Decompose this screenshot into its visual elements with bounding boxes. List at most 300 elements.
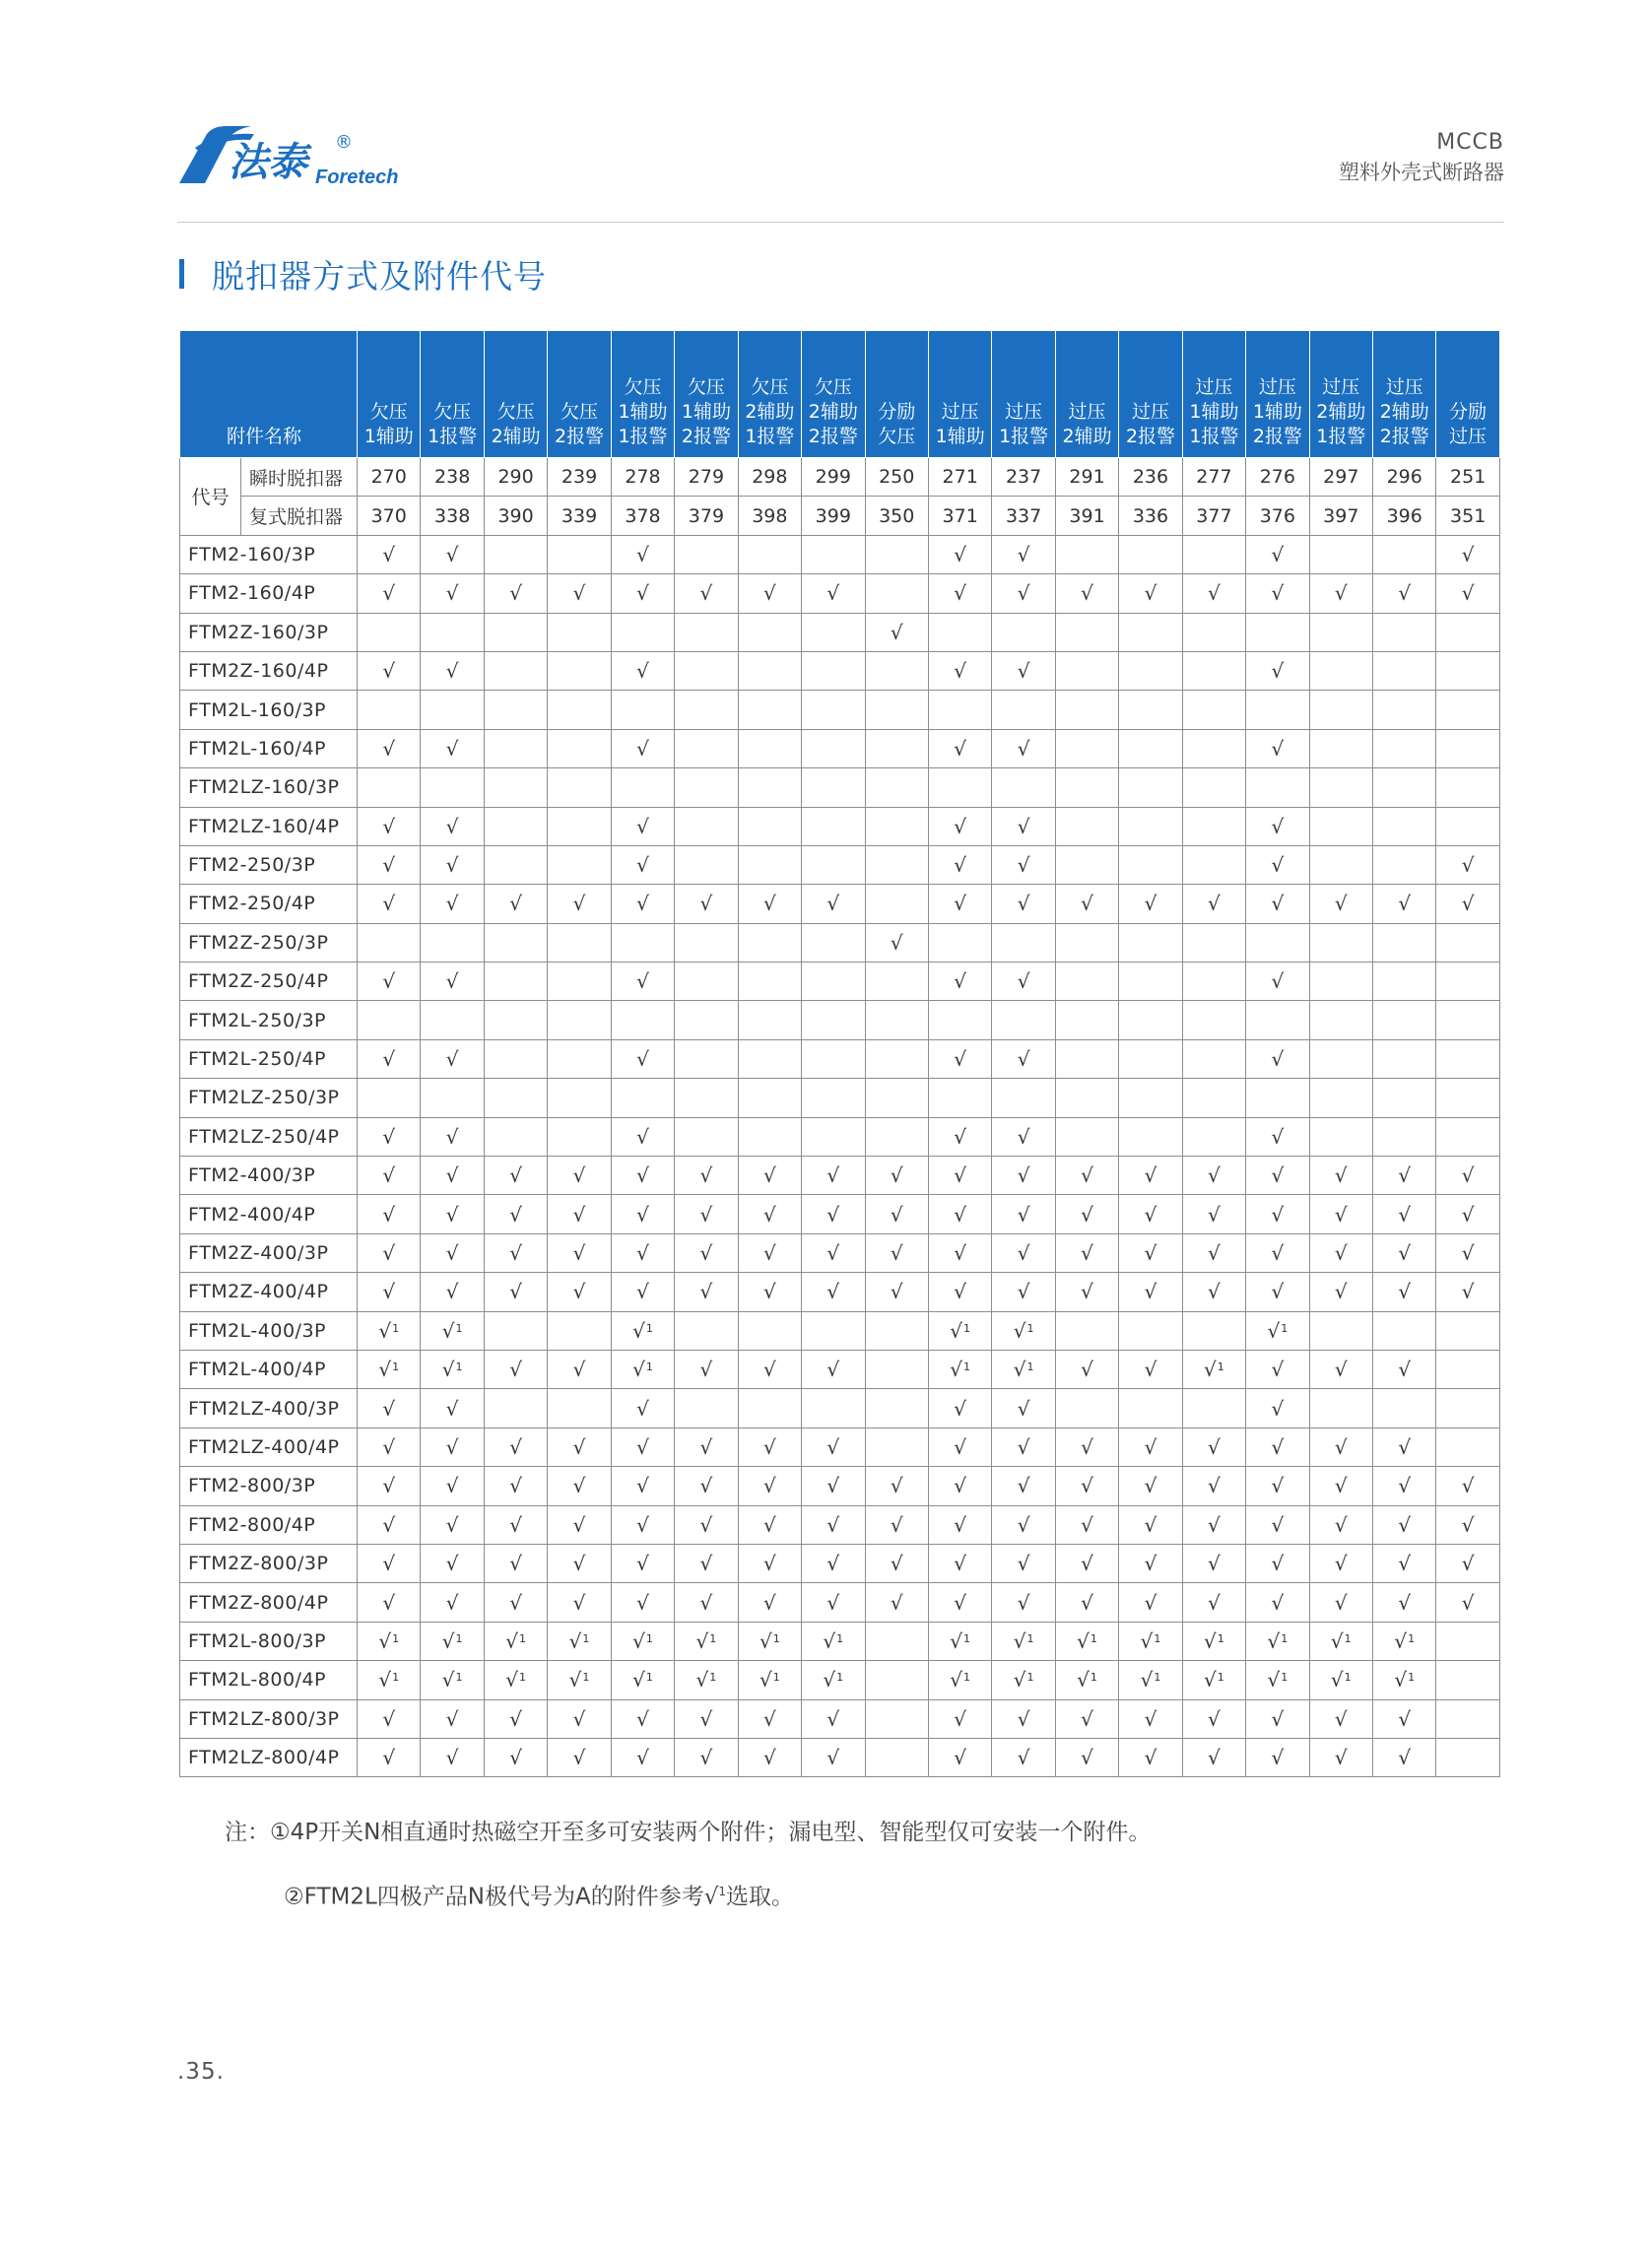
column-header-line: 欠压 — [624, 376, 662, 398]
model-name: FTM2LZ-400/3P — [180, 1389, 358, 1427]
check-mark: √ — [636, 853, 649, 878]
check-mark: √ — [1017, 1280, 1030, 1304]
compatibility-cell — [1055, 574, 1118, 613]
compatibility-cell — [1055, 768, 1118, 807]
check-mark: √ — [1334, 1512, 1348, 1537]
compatibility-cell — [992, 574, 1055, 613]
check-mark: √ — [1461, 1474, 1475, 1498]
compatibility-cell — [738, 1427, 801, 1466]
code-value: 299 — [802, 458, 865, 497]
check-mark: √ — [509, 1512, 522, 1537]
check-mark: √ — [572, 1706, 586, 1731]
check-mark: √ — [1144, 1474, 1157, 1498]
compatibility-cell — [992, 1273, 1055, 1311]
compatibility-cell — [1055, 613, 1118, 651]
compatibility-cell — [865, 1583, 928, 1622]
column-header-line: 2报警 — [808, 426, 858, 447]
compatibility-cell — [1373, 1233, 1436, 1272]
logo-registered: ® — [335, 132, 353, 153]
check-mark: √ — [1013, 1628, 1026, 1653]
table-row — [180, 1427, 1500, 1466]
compatibility-cell — [1309, 535, 1372, 573]
table-row — [180, 807, 1500, 845]
check-note-marker: 1 — [1217, 1631, 1224, 1645]
compatibility-cell — [1373, 963, 1436, 1001]
code-value: 397 — [1309, 497, 1372, 535]
compatibility-cell — [738, 807, 801, 845]
check-mark: √ — [572, 892, 586, 916]
compatibility-cell — [675, 1583, 738, 1622]
compatibility-cell — [1055, 1001, 1118, 1039]
check-note-marker: 1 — [1026, 1321, 1034, 1335]
check-mark: √ — [1208, 892, 1221, 916]
check-mark: √ — [699, 892, 713, 916]
compatibility-cell — [484, 807, 547, 845]
code-value: 290 — [484, 458, 547, 497]
compatibility-cell — [484, 1311, 547, 1350]
compatibility-cell — [928, 807, 991, 845]
check-mark: √ — [382, 1280, 396, 1304]
check-mark: √ — [382, 736, 396, 761]
compatibility-cell — [1373, 691, 1436, 729]
compatibility-cell — [611, 885, 674, 923]
table-header-row — [180, 331, 1500, 458]
code-value: 291 — [1055, 458, 1118, 497]
compatibility-cell — [1055, 1583, 1118, 1622]
compatibility-cell — [421, 1389, 484, 1427]
compatibility-cell — [675, 1467, 738, 1505]
column-header-line: 2辅助 — [1379, 401, 1429, 423]
compatibility-cell — [1373, 1467, 1436, 1505]
check-mark: √ — [1334, 892, 1348, 916]
check-mark: √ — [954, 542, 967, 566]
compatibility-cell — [611, 1622, 674, 1660]
compatibility-cell — [1309, 1738, 1372, 1776]
compatibility-cell — [1373, 1544, 1436, 1582]
check-mark: √ — [826, 1746, 840, 1770]
compatibility-cell — [611, 1427, 674, 1466]
compatibility-cell — [802, 1467, 865, 1505]
model-name: FTM2LZ-800/3P — [180, 1699, 358, 1738]
model-name: FTM2Z-160/3P — [180, 613, 358, 651]
compatibility-cell — [484, 1467, 547, 1505]
check-mark: √ — [1271, 1590, 1285, 1615]
note-2-text: ②FTM2L四极产品N极代号为A的附件参考 — [284, 1884, 704, 1910]
compatibility-cell — [1373, 1583, 1436, 1622]
check-mark: √ — [1017, 1590, 1030, 1615]
column-header — [1055, 331, 1118, 458]
compatibility-cell — [421, 807, 484, 845]
check-mark: √ — [1398, 1202, 1412, 1227]
check-mark: √ — [1017, 1047, 1030, 1072]
check-mark: √ — [826, 1512, 840, 1537]
check-mark: √ — [699, 1434, 713, 1459]
compatibility-cell — [1309, 807, 1372, 845]
check-note-marker: 1 — [518, 1671, 526, 1685]
check-mark: √ — [762, 1474, 776, 1498]
compatibility-cell — [421, 691, 484, 729]
compatibility-cell — [1182, 807, 1245, 845]
compatibility-cell — [1246, 768, 1309, 807]
code-value: 336 — [1119, 497, 1182, 535]
compatibility-cell — [358, 963, 421, 1001]
check-mark: √ — [1013, 1358, 1026, 1382]
compatibility-cell — [1119, 1544, 1182, 1582]
compatibility-cell — [611, 1738, 674, 1776]
compatibility-cell — [865, 1544, 928, 1582]
compatibility-cell — [1436, 845, 1499, 884]
compatibility-cell — [1055, 1079, 1118, 1117]
compatibility-cell — [1436, 1622, 1499, 1660]
check-mark: √ — [1081, 1746, 1093, 1770]
check-mark: √ — [1017, 814, 1030, 838]
heading-accent-bar — [179, 259, 184, 289]
compatibility-cell — [548, 535, 611, 573]
compatibility-cell — [548, 768, 611, 807]
compatibility-cell — [1373, 1311, 1436, 1350]
check-note-marker: 1 — [709, 1631, 717, 1645]
column-header-line: 过压 — [1385, 376, 1423, 398]
compatibility-cell — [1182, 1661, 1245, 1699]
check-mark: √ — [1208, 1474, 1221, 1498]
compatibility-cell — [738, 1039, 801, 1078]
model-name: FTM2LZ-800/4P — [180, 1738, 358, 1776]
compatibility-cell — [1119, 691, 1182, 729]
check-note-marker: 1 — [1090, 1671, 1097, 1685]
column-header-line: 1辅助 — [681, 401, 731, 423]
compatibility-cell — [675, 613, 738, 651]
compatibility-cell — [1309, 1350, 1372, 1388]
compatibility-cell — [421, 1350, 484, 1388]
compatibility-cell — [865, 1350, 928, 1388]
check-mark: √ — [954, 581, 967, 606]
column-header-line: 2报警 — [681, 426, 731, 447]
check-mark: √ — [509, 1474, 522, 1498]
compatibility-cell — [484, 535, 547, 573]
compatibility-cell — [1373, 1079, 1436, 1117]
check-mark: √ — [699, 1552, 713, 1576]
compatibility-cell — [1309, 923, 1372, 962]
check-mark: √ — [699, 1474, 713, 1498]
compatibility-cell — [1373, 613, 1436, 651]
compatibility-cell — [1246, 1117, 1309, 1156]
column-header-line: 2辅助 — [491, 426, 541, 447]
compatibility-cell — [1436, 1157, 1499, 1195]
compatibility-cell — [484, 1661, 547, 1699]
compatibility-cell — [992, 963, 1055, 1001]
compatibility-cell — [358, 885, 421, 923]
compatibility-cell — [675, 963, 738, 1001]
table-row — [180, 535, 1500, 573]
compatibility-cell — [802, 1273, 865, 1311]
check-mark: √ — [1330, 1668, 1344, 1693]
table-row — [180, 1661, 1500, 1699]
compatibility-cell — [548, 1195, 611, 1233]
check-mark: √ — [1208, 1552, 1221, 1576]
compatibility-cell — [1055, 1738, 1118, 1776]
compatibility-cell — [738, 1195, 801, 1233]
check-mark: √ — [695, 1668, 709, 1693]
check-mark: √ — [1208, 1163, 1221, 1188]
compatibility-cell — [675, 729, 738, 767]
accessory-name-header: 附件名称 — [180, 331, 358, 458]
check-mark: √ — [1398, 1163, 1412, 1188]
compatibility-cell — [358, 1544, 421, 1582]
check-mark: √ — [509, 1746, 522, 1770]
header-subtitle: 塑料外壳式断路器 — [1339, 161, 1504, 184]
compatibility-cell — [611, 1001, 674, 1039]
check-mark: √ — [954, 1746, 967, 1770]
check-mark: √ — [699, 1746, 713, 1770]
check-mark: √ — [954, 814, 967, 838]
column-header — [865, 331, 928, 458]
check-mark: √ — [950, 1668, 963, 1693]
compatibility-cell — [992, 1039, 1055, 1078]
compatibility-cell — [611, 1117, 674, 1156]
table-row — [180, 1273, 1500, 1311]
compatibility-cell — [802, 1117, 865, 1156]
check-mark: √ — [1334, 1241, 1348, 1265]
compatibility-cell — [611, 1273, 674, 1311]
compatibility-cell — [1436, 613, 1499, 651]
check-mark: √ — [1017, 1241, 1030, 1265]
compatibility-cell — [548, 1001, 611, 1039]
compatibility-cell — [928, 1622, 991, 1660]
compatibility-cell — [675, 1661, 738, 1699]
compatibility-cell — [421, 574, 484, 613]
check-mark: √ — [1017, 1512, 1030, 1537]
check-mark: √ — [1144, 1358, 1157, 1382]
check-mark: √ — [1398, 892, 1412, 916]
check-mark: √ — [1013, 1668, 1026, 1693]
compatibility-cell — [421, 1273, 484, 1311]
check-mark: √ — [699, 1280, 713, 1304]
compatibility-cell — [484, 885, 547, 923]
check-mark: √ — [762, 1590, 776, 1615]
compatibility-cell — [1055, 1622, 1118, 1660]
code-value: 398 — [738, 497, 801, 535]
compatibility-cell — [611, 1350, 674, 1388]
compatibility-cell — [1119, 768, 1182, 807]
compatibility-cell — [865, 574, 928, 613]
check-mark: √ — [445, 853, 459, 878]
column-header-line: 2报警 — [1252, 426, 1302, 447]
compatibility-cell — [1309, 651, 1372, 690]
check-mark: √ — [950, 1358, 963, 1382]
table-row — [180, 1505, 1500, 1544]
check-mark: √ — [382, 1746, 396, 1770]
check-mark: √ — [762, 1552, 776, 1576]
compatibility-cell — [865, 845, 928, 884]
compatibility-cell — [992, 1117, 1055, 1156]
check-mark: √ — [1208, 1512, 1221, 1537]
compatibility-cell — [675, 1117, 738, 1156]
compatibility-cell — [802, 1195, 865, 1233]
compatibility-cell — [484, 1079, 547, 1117]
compatibility-cell — [1246, 535, 1309, 573]
check-note-marker: 1 — [772, 1671, 780, 1685]
check-mark: √ — [572, 1552, 586, 1576]
check-mark: √ — [1017, 853, 1030, 878]
compatibility-cell — [1373, 535, 1436, 573]
compatibility-cell — [548, 1544, 611, 1582]
check-mark: √ — [636, 1124, 649, 1149]
compatibility-cell — [1119, 1001, 1182, 1039]
check-mark: √ — [1017, 1163, 1030, 1188]
compatibility-cell — [802, 885, 865, 923]
check-mark: √ — [445, 1746, 459, 1770]
check-mark: √ — [1398, 1280, 1412, 1304]
compatibility-cell — [421, 1467, 484, 1505]
column-header — [1182, 331, 1245, 458]
check-mark: √ — [509, 581, 522, 606]
column-header-line: 过压 — [1449, 426, 1487, 447]
compatibility-cell — [1246, 1389, 1309, 1427]
header-divider — [177, 222, 1504, 223]
check-mark: √ — [826, 1590, 840, 1615]
check-mark: √ — [382, 1241, 396, 1265]
compatibility-cell — [1373, 1661, 1436, 1699]
column-header-line: 过压 — [1068, 401, 1106, 423]
table-row — [180, 1350, 1500, 1388]
compatibility-cell — [1436, 1427, 1499, 1466]
compatibility-cell — [865, 535, 928, 573]
model-name: FTM2-800/3P — [180, 1467, 358, 1505]
compatibility-cell — [1182, 1544, 1245, 1582]
compatibility-cell — [1436, 1079, 1499, 1117]
check-mark: √ — [441, 1668, 455, 1693]
compatibility-cell — [358, 1157, 421, 1195]
compatibility-cell — [1055, 845, 1118, 884]
compatibility-cell — [1119, 574, 1182, 613]
check-mark: √ — [1081, 892, 1093, 916]
check-mark: √ — [1398, 1474, 1412, 1498]
compatibility-cell — [1182, 1273, 1245, 1311]
table-row — [180, 1583, 1500, 1622]
compatibility-cell — [675, 1544, 738, 1582]
check-mark: √ — [1081, 1163, 1093, 1188]
check-mark: √ — [1144, 1202, 1157, 1227]
compatibility-cell — [1246, 1079, 1309, 1117]
compatibility-cell — [928, 1195, 991, 1233]
check-note-marker: 1 — [645, 1361, 653, 1374]
check-mark: √ — [378, 1628, 392, 1653]
check-mark: √ — [954, 853, 967, 878]
compatibility-cell — [738, 1583, 801, 1622]
model-name: FTM2L-400/3P — [180, 1311, 358, 1350]
check-mark: √ — [762, 1358, 776, 1382]
compatibility-cell — [358, 1350, 421, 1388]
table-row — [180, 1699, 1500, 1738]
compatibility-cell — [1309, 1001, 1372, 1039]
compatibility-cell — [484, 691, 547, 729]
compatibility-cell — [675, 1233, 738, 1272]
model-name: FTM2L-160/4P — [180, 729, 358, 767]
compatibility-cell — [484, 1389, 547, 1427]
compatibility-cell — [802, 1427, 865, 1466]
compatibility-cell — [928, 1427, 991, 1466]
check-mark: √ — [572, 1512, 586, 1537]
compatibility-cell — [1182, 923, 1245, 962]
check-mark: √ — [1271, 1163, 1285, 1188]
column-header-line: 1报警 — [428, 426, 478, 447]
check-mark: √ — [636, 1474, 649, 1498]
compatibility-cell — [928, 963, 991, 1001]
compatibility-cell — [1309, 1039, 1372, 1078]
compatibility-cell — [484, 1273, 547, 1311]
check-mark: √ — [1461, 1163, 1475, 1188]
compatibility-cell — [1055, 1195, 1118, 1233]
compatibility-cell — [548, 1233, 611, 1272]
compatibility-cell — [611, 1039, 674, 1078]
check-note-marker: 1 — [709, 1671, 717, 1685]
compatibility-cell — [1246, 729, 1309, 767]
compatibility-cell — [802, 1389, 865, 1427]
compatibility-cell — [484, 1001, 547, 1039]
foretech-logo — [177, 126, 424, 185]
check-mark: √ — [636, 581, 649, 606]
check-mark: √ — [445, 736, 459, 761]
check-mark: √ — [1144, 1280, 1157, 1304]
compatibility-cell — [1246, 963, 1309, 1001]
check-mark: √ — [636, 1396, 649, 1421]
compatibility-cell — [738, 963, 801, 1001]
compatibility-cell — [1119, 535, 1182, 573]
compatibility-cell — [738, 1273, 801, 1311]
code-value: 339 — [548, 497, 611, 535]
check-mark: √ — [505, 1628, 518, 1653]
compatibility-cell — [1055, 1661, 1118, 1699]
check-mark: √ — [1144, 1163, 1157, 1188]
check-mark: √ — [1271, 1552, 1285, 1576]
section-heading — [179, 254, 547, 294]
notes — [225, 1803, 1151, 1927]
compatibility-cell — [1119, 729, 1182, 767]
compatibility-cell — [1055, 1117, 1118, 1156]
compatibility-cell — [738, 1544, 801, 1582]
compatibility-cell — [611, 807, 674, 845]
compatibility-cell — [928, 1079, 991, 1117]
check-mark: √ — [1271, 1396, 1285, 1421]
compatibility-cell — [802, 1738, 865, 1776]
column-header — [611, 331, 674, 458]
compatibility-cell — [865, 729, 928, 767]
compatibility-cell — [611, 691, 674, 729]
check-mark: √ — [1140, 1628, 1154, 1653]
check-mark: √ — [954, 1474, 967, 1498]
check-mark: √ — [382, 542, 396, 566]
check-mark: √ — [954, 1590, 967, 1615]
check-mark: √ — [954, 1163, 967, 1188]
check-mark: √ — [1398, 1706, 1412, 1731]
compatibility-cell — [1436, 1311, 1499, 1350]
code-label: 代号 — [180, 458, 241, 536]
check-mark: √ — [1144, 1552, 1157, 1576]
check-mark: √ — [823, 1668, 836, 1693]
column-header-line: 2报警 — [1125, 426, 1176, 447]
check-mark: √ — [1204, 1668, 1217, 1693]
compatibility-cell — [548, 1273, 611, 1311]
check-mark: √ — [762, 1202, 776, 1227]
compatibility-cell — [1246, 1699, 1309, 1738]
compatibility-cell — [1246, 1661, 1309, 1699]
check-mark: √ — [1271, 1241, 1285, 1265]
compatibility-cell — [1373, 1389, 1436, 1427]
column-header-line: 过压 — [1258, 376, 1296, 398]
compatibility-cell — [358, 535, 421, 573]
compatibility-cell — [421, 1427, 484, 1466]
compatibility-cell — [1182, 1233, 1245, 1272]
